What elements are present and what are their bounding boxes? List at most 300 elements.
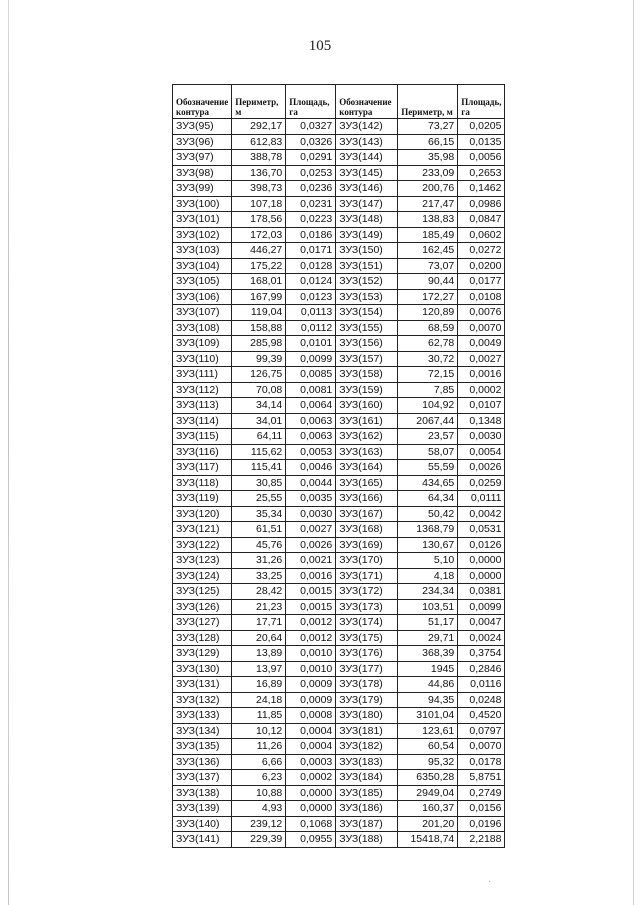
perimeter-cell: 612,83	[232, 134, 286, 150]
area-cell: 0,0010	[286, 646, 336, 662]
perimeter-cell: 95,32	[398, 754, 458, 770]
designation-cell: ЗУЗ(115)	[173, 429, 232, 445]
table-row	[173, 429, 505, 445]
area-cell: 0,0253	[286, 165, 336, 181]
perimeter-cell: 162,45	[398, 243, 458, 259]
perimeter-cell: 126,75	[232, 367, 286, 383]
perimeter-cell: 44,86	[398, 677, 458, 693]
designation-cell: ЗУЗ(154)	[336, 305, 398, 321]
perimeter-cell: 292,17	[232, 119, 286, 135]
perimeter-cell: 158,88	[232, 320, 286, 336]
area-cell: 0,0108	[458, 289, 505, 305]
designation-cell: ЗУЗ(146)	[336, 181, 398, 197]
designation-cell: ЗУЗ(124)	[173, 568, 232, 584]
area-cell: 0,0000	[286, 785, 336, 801]
designation-cell: ЗУЗ(159)	[336, 382, 398, 398]
perimeter-cell: 70,08	[232, 382, 286, 398]
designation-cell: ЗУЗ(108)	[173, 320, 232, 336]
area-cell: 0,0054	[458, 444, 505, 460]
table-header-row	[173, 85, 505, 119]
area-cell: 0,0081	[286, 382, 336, 398]
area-cell: 0,0171	[286, 243, 336, 259]
area-cell: 0,0986	[458, 196, 505, 212]
perimeter-cell: 233,09	[398, 165, 458, 181]
table-row	[173, 599, 505, 615]
perimeter-cell: 30,72	[398, 351, 458, 367]
designation-cell: ЗУЗ(187)	[336, 816, 398, 832]
area-cell: 0,0053	[286, 444, 336, 460]
area-cell: 0,0035	[286, 491, 336, 507]
designation-cell: ЗУЗ(183)	[336, 754, 398, 770]
area-cell: 0,0326	[286, 134, 336, 150]
perimeter-cell: 167,99	[232, 289, 286, 305]
area-cell: 0,4520	[458, 708, 505, 724]
designation-cell: ЗУЗ(128)	[173, 630, 232, 646]
perimeter-cell: 6,66	[232, 754, 286, 770]
designation-cell: ЗУЗ(184)	[336, 770, 398, 786]
designation-cell: ЗУЗ(136)	[173, 754, 232, 770]
area-cell: 0,0381	[458, 584, 505, 600]
area-cell: 0,0026	[458, 460, 505, 476]
area-cell: 0,0200	[458, 258, 505, 274]
area-cell: 0,0026	[286, 537, 336, 553]
perimeter-cell: 34,14	[232, 398, 286, 414]
designation-cell: ЗУЗ(138)	[173, 785, 232, 801]
area-cell: 0,0196	[458, 816, 505, 832]
perimeter-cell: 7,85	[398, 382, 458, 398]
perimeter-cell: 11,26	[232, 739, 286, 755]
perimeter-cell: 94,35	[398, 692, 458, 708]
table-row	[173, 305, 505, 321]
perimeter-cell: 73,07	[398, 258, 458, 274]
perimeter-cell: 434,65	[398, 475, 458, 491]
area-cell: 0,0016	[458, 367, 505, 383]
perimeter-cell: 4,93	[232, 801, 286, 817]
designation-cell: ЗУЗ(174)	[336, 615, 398, 631]
perimeter-cell: 24,18	[232, 692, 286, 708]
designation-cell: ЗУЗ(168)	[336, 522, 398, 538]
perimeter-cell: 15418,74	[398, 832, 458, 848]
perimeter-cell: 66,15	[398, 134, 458, 150]
designation-cell: ЗУЗ(96)	[173, 134, 232, 150]
perimeter-cell: 1945	[398, 661, 458, 677]
perimeter-cell: 50,42	[398, 506, 458, 522]
table-row	[173, 832, 505, 848]
area-cell: 0,0047	[458, 615, 505, 631]
perimeter-cell: 72,15	[398, 367, 458, 383]
designation-cell: ЗУЗ(140)	[173, 816, 232, 832]
perimeter-cell: 115,62	[232, 444, 286, 460]
perimeter-cell: 28,42	[232, 584, 286, 600]
designation-cell: ЗУЗ(161)	[336, 413, 398, 429]
area-cell: 0,0003	[286, 754, 336, 770]
designation-cell: ЗУЗ(120)	[173, 506, 232, 522]
area-cell: 0,0231	[286, 196, 336, 212]
designation-cell: ЗУЗ(114)	[173, 413, 232, 429]
area-cell: 0,0012	[286, 630, 336, 646]
designation-cell: ЗУЗ(170)	[336, 553, 398, 569]
table-row	[173, 785, 505, 801]
area-cell: 0,0064	[286, 398, 336, 414]
area-cell: 0,2653	[458, 165, 505, 181]
area-cell: 0,0008	[286, 708, 336, 724]
designation-cell: ЗУЗ(129)	[173, 646, 232, 662]
area-cell: 0,0015	[286, 599, 336, 615]
area-cell: 0,0027	[286, 522, 336, 538]
perimeter-cell: 217,47	[398, 196, 458, 212]
area-cell: 0,0116	[458, 677, 505, 693]
perimeter-cell: 10,12	[232, 723, 286, 739]
table-row	[173, 119, 505, 135]
table-row	[173, 723, 505, 739]
perimeter-cell: 200,76	[398, 181, 458, 197]
area-cell: 0,0135	[458, 134, 505, 150]
designation-cell: ЗУЗ(148)	[336, 212, 398, 228]
designation-cell: ЗУЗ(110)	[173, 351, 232, 367]
designation-cell: ЗУЗ(127)	[173, 615, 232, 631]
area-cell: 0,0000	[286, 801, 336, 817]
area-cell: 0,0223	[286, 212, 336, 228]
area-cell: 0,0272	[458, 243, 505, 259]
table-row	[173, 522, 505, 538]
area-cell: 0,0042	[458, 506, 505, 522]
perimeter-cell: 388,78	[232, 150, 286, 166]
area-cell: 0,0177	[458, 274, 505, 290]
perimeter-cell: 234,34	[398, 584, 458, 600]
table-row	[173, 336, 505, 352]
table-row	[173, 646, 505, 662]
table-row	[173, 506, 505, 522]
perimeter-cell: 107,18	[232, 196, 286, 212]
designation-cell: ЗУЗ(95)	[173, 119, 232, 135]
table-row	[173, 568, 505, 584]
table-row	[173, 677, 505, 693]
designation-cell: ЗУЗ(144)	[336, 150, 398, 166]
area-cell: 0,0030	[458, 429, 505, 445]
designation-cell: ЗУЗ(147)	[336, 196, 398, 212]
perimeter-cell: 285,98	[232, 336, 286, 352]
area-cell: 0,3754	[458, 646, 505, 662]
perimeter-cell: 34,01	[232, 413, 286, 429]
perimeter-cell: 99,39	[232, 351, 286, 367]
table-row	[173, 196, 505, 212]
perimeter-cell: 138,83	[398, 212, 458, 228]
perimeter-cell: 25,55	[232, 491, 286, 507]
perimeter-cell: 35,34	[232, 506, 286, 522]
perimeter-cell: 20,64	[232, 630, 286, 646]
table-row	[173, 444, 505, 460]
table-row	[173, 134, 505, 150]
table-row	[173, 630, 505, 646]
designation-cell: ЗУЗ(180)	[336, 708, 398, 724]
header-designation-2: Обозначение контура	[336, 85, 398, 119]
designation-cell: ЗУЗ(167)	[336, 506, 398, 522]
area-cell: 0,0099	[286, 351, 336, 367]
designation-cell: ЗУЗ(123)	[173, 553, 232, 569]
perimeter-cell: 120,89	[398, 305, 458, 321]
designation-cell: ЗУЗ(118)	[173, 475, 232, 491]
area-cell: 0,0000	[458, 568, 505, 584]
area-cell: 0,0126	[458, 537, 505, 553]
perimeter-cell: 2067,44	[398, 413, 458, 429]
table-row	[173, 692, 505, 708]
table-row	[173, 274, 505, 290]
perimeter-cell: 2949,04	[398, 785, 458, 801]
designation-cell: ЗУЗ(105)	[173, 274, 232, 290]
perimeter-cell: 10,88	[232, 785, 286, 801]
perimeter-cell: 136,70	[232, 165, 286, 181]
area-cell: 0,0063	[286, 413, 336, 429]
area-cell: 0,0016	[286, 568, 336, 584]
perimeter-cell: 33,25	[232, 568, 286, 584]
table-row	[173, 801, 505, 817]
area-cell: 2,2188	[458, 832, 505, 848]
area-cell: 0,1068	[286, 816, 336, 832]
perimeter-cell: 3101,04	[398, 708, 458, 724]
designation-cell: ЗУЗ(125)	[173, 584, 232, 600]
area-cell: 0,0602	[458, 227, 505, 243]
area-cell: 0,0049	[458, 336, 505, 352]
area-cell: 0,0259	[458, 475, 505, 491]
perimeter-cell: 16,89	[232, 677, 286, 693]
table-row	[173, 460, 505, 476]
perimeter-cell: 60,54	[398, 739, 458, 755]
designation-cell: ЗУЗ(185)	[336, 785, 398, 801]
table-row	[173, 367, 505, 383]
perimeter-cell: 73,27	[398, 119, 458, 135]
designation-cell: ЗУЗ(103)	[173, 243, 232, 259]
area-cell: 0,0070	[458, 739, 505, 755]
area-cell: 0,2846	[458, 661, 505, 677]
perimeter-cell: 5,10	[398, 553, 458, 569]
designation-cell: ЗУЗ(150)	[336, 243, 398, 259]
table-row	[173, 708, 505, 724]
area-cell: 0,0112	[286, 320, 336, 336]
perimeter-cell: 64,11	[232, 429, 286, 445]
area-cell: 0,0107	[458, 398, 505, 414]
perimeter-cell: 119,04	[232, 305, 286, 321]
designation-cell: ЗУЗ(137)	[173, 770, 232, 786]
table-row	[173, 165, 505, 181]
area-cell: 0,0004	[286, 723, 336, 739]
perimeter-cell: 172,27	[398, 289, 458, 305]
area-cell: 0,0030	[286, 506, 336, 522]
contour-table	[172, 84, 505, 848]
perimeter-cell: 51,17	[398, 615, 458, 631]
area-cell: 0,0248	[458, 692, 505, 708]
perimeter-cell: 175,22	[232, 258, 286, 274]
area-cell: 0,0046	[286, 460, 336, 476]
designation-cell: ЗУЗ(163)	[336, 444, 398, 460]
designation-cell: ЗУЗ(122)	[173, 537, 232, 553]
designation-cell: ЗУЗ(173)	[336, 599, 398, 615]
area-cell: 0,0027	[458, 351, 505, 367]
designation-cell: ЗУЗ(157)	[336, 351, 398, 367]
table-row	[173, 289, 505, 305]
area-cell: 0,0113	[286, 305, 336, 321]
designation-cell: ЗУЗ(164)	[336, 460, 398, 476]
perimeter-cell: 123,61	[398, 723, 458, 739]
area-cell: 0,0205	[458, 119, 505, 135]
area-cell: 0,0291	[286, 150, 336, 166]
designation-cell: ЗУЗ(112)	[173, 382, 232, 398]
scan-mark: ·	[488, 876, 492, 887]
perimeter-cell: 1368,79	[398, 522, 458, 538]
designation-cell: ЗУЗ(109)	[173, 336, 232, 352]
perimeter-cell: 115,41	[232, 460, 286, 476]
header-designation-1: Обозначение контура	[173, 85, 232, 119]
designation-cell: ЗУЗ(152)	[336, 274, 398, 290]
table-row	[173, 553, 505, 569]
area-cell: 0,0124	[286, 274, 336, 290]
area-cell: 0,0024	[458, 630, 505, 646]
perimeter-cell: 172,03	[232, 227, 286, 243]
table-row	[173, 382, 505, 398]
designation-cell: ЗУЗ(97)	[173, 150, 232, 166]
designation-cell: ЗУЗ(172)	[336, 584, 398, 600]
designation-cell: ЗУЗ(133)	[173, 708, 232, 724]
designation-cell: ЗУЗ(162)	[336, 429, 398, 445]
designation-cell: ЗУЗ(171)	[336, 568, 398, 584]
table-row	[173, 258, 505, 274]
table-row	[173, 754, 505, 770]
perimeter-cell: 21,23	[232, 599, 286, 615]
area-cell: 0,0044	[286, 475, 336, 491]
designation-cell: ЗУЗ(143)	[336, 134, 398, 150]
area-cell: 0,0070	[458, 320, 505, 336]
area-cell: 0,0012	[286, 615, 336, 631]
perimeter-cell: 35,98	[398, 150, 458, 166]
perimeter-cell: 90,44	[398, 274, 458, 290]
designation-cell: ЗУЗ(151)	[336, 258, 398, 274]
table-row	[173, 413, 505, 429]
table-row	[173, 320, 505, 336]
perimeter-cell: 185,49	[398, 227, 458, 243]
area-cell: 0,0847	[458, 212, 505, 228]
perimeter-cell: 201,20	[398, 816, 458, 832]
table-row	[173, 398, 505, 414]
table-row	[173, 150, 505, 166]
area-cell: 0,0797	[458, 723, 505, 739]
table-row	[173, 816, 505, 832]
perimeter-cell: 103,51	[398, 599, 458, 615]
area-cell: 0,0002	[286, 770, 336, 786]
area-cell: 0,0056	[458, 150, 505, 166]
designation-cell: ЗУЗ(107)	[173, 305, 232, 321]
perimeter-cell: 6350,28	[398, 770, 458, 786]
perimeter-cell: 31,26	[232, 553, 286, 569]
area-cell: 0,0015	[286, 584, 336, 600]
perimeter-cell: 4,18	[398, 568, 458, 584]
header-area-2: Площадь, га	[458, 85, 505, 119]
header-area-1: Площадь, га	[286, 85, 336, 119]
designation-cell: ЗУЗ(130)	[173, 661, 232, 677]
area-cell: 0,0955	[286, 832, 336, 848]
page-edge-right	[633, 0, 634, 905]
perimeter-cell: 368,39	[398, 646, 458, 662]
perimeter-cell: 62,78	[398, 336, 458, 352]
designation-cell: ЗУЗ(166)	[336, 491, 398, 507]
designation-cell: ЗУЗ(100)	[173, 196, 232, 212]
area-cell: 0,0063	[286, 429, 336, 445]
designation-cell: ЗУЗ(101)	[173, 212, 232, 228]
table-row	[173, 661, 505, 677]
designation-cell: ЗУЗ(188)	[336, 832, 398, 848]
page-number: 105	[308, 38, 332, 54]
designation-cell: ЗУЗ(116)	[173, 444, 232, 460]
perimeter-cell: 58,07	[398, 444, 458, 460]
header-perimeter-2: Периметр, м	[398, 85, 458, 119]
area-cell: 0,1348	[458, 413, 505, 429]
designation-cell: ЗУЗ(176)	[336, 646, 398, 662]
area-cell: 0,0236	[286, 181, 336, 197]
table-container	[172, 84, 505, 848]
table-row	[173, 227, 505, 243]
designation-cell: ЗУЗ(119)	[173, 491, 232, 507]
designation-cell: ЗУЗ(182)	[336, 739, 398, 755]
perimeter-cell: 55,59	[398, 460, 458, 476]
perimeter-cell: 45,76	[232, 537, 286, 553]
designation-cell: ЗУЗ(177)	[336, 661, 398, 677]
area-cell: 0,0186	[286, 227, 336, 243]
designation-cell: ЗУЗ(142)	[336, 119, 398, 135]
designation-cell: ЗУЗ(139)	[173, 801, 232, 817]
designation-cell: ЗУЗ(134)	[173, 723, 232, 739]
area-cell: 0,2749	[458, 785, 505, 801]
perimeter-cell: 13,89	[232, 646, 286, 662]
designation-cell: ЗУЗ(106)	[173, 289, 232, 305]
designation-cell: ЗУЗ(181)	[336, 723, 398, 739]
table-row	[173, 491, 505, 507]
designation-cell: ЗУЗ(135)	[173, 739, 232, 755]
perimeter-cell: 11,85	[232, 708, 286, 724]
table-row	[173, 212, 505, 228]
perimeter-cell: 398,73	[232, 181, 286, 197]
designation-cell: ЗУЗ(156)	[336, 336, 398, 352]
designation-cell: ЗУЗ(126)	[173, 599, 232, 615]
designation-cell: ЗУЗ(113)	[173, 398, 232, 414]
designation-cell: ЗУЗ(160)	[336, 398, 398, 414]
header-perimeter-1: Периметр, м	[232, 85, 286, 119]
designation-cell: ЗУЗ(141)	[173, 832, 232, 848]
table-row	[173, 243, 505, 259]
designation-cell: ЗУЗ(165)	[336, 475, 398, 491]
designation-cell: ЗУЗ(149)	[336, 227, 398, 243]
perimeter-cell: 23,57	[398, 429, 458, 445]
perimeter-cell: 64,34	[398, 491, 458, 507]
perimeter-cell: 61,51	[232, 522, 286, 538]
area-cell: 0,0002	[458, 382, 505, 398]
area-cell: 0,0156	[458, 801, 505, 817]
area-cell: 0,0000	[458, 553, 505, 569]
designation-cell: ЗУЗ(169)	[336, 537, 398, 553]
designation-cell: ЗУЗ(158)	[336, 367, 398, 383]
perimeter-cell: 446,27	[232, 243, 286, 259]
perimeter-cell: 239,12	[232, 816, 286, 832]
perimeter-cell: 17,71	[232, 615, 286, 631]
area-cell: 0,0128	[286, 258, 336, 274]
area-cell: 0,0123	[286, 289, 336, 305]
perimeter-cell: 104,92	[398, 398, 458, 414]
table-row	[173, 615, 505, 631]
area-cell: 0,0021	[286, 553, 336, 569]
area-cell: 0,0531	[458, 522, 505, 538]
perimeter-cell: 29,71	[398, 630, 458, 646]
area-cell: 0,0327	[286, 119, 336, 135]
designation-cell: ЗУЗ(132)	[173, 692, 232, 708]
designation-cell: ЗУЗ(102)	[173, 227, 232, 243]
area-cell: 0,0009	[286, 692, 336, 708]
